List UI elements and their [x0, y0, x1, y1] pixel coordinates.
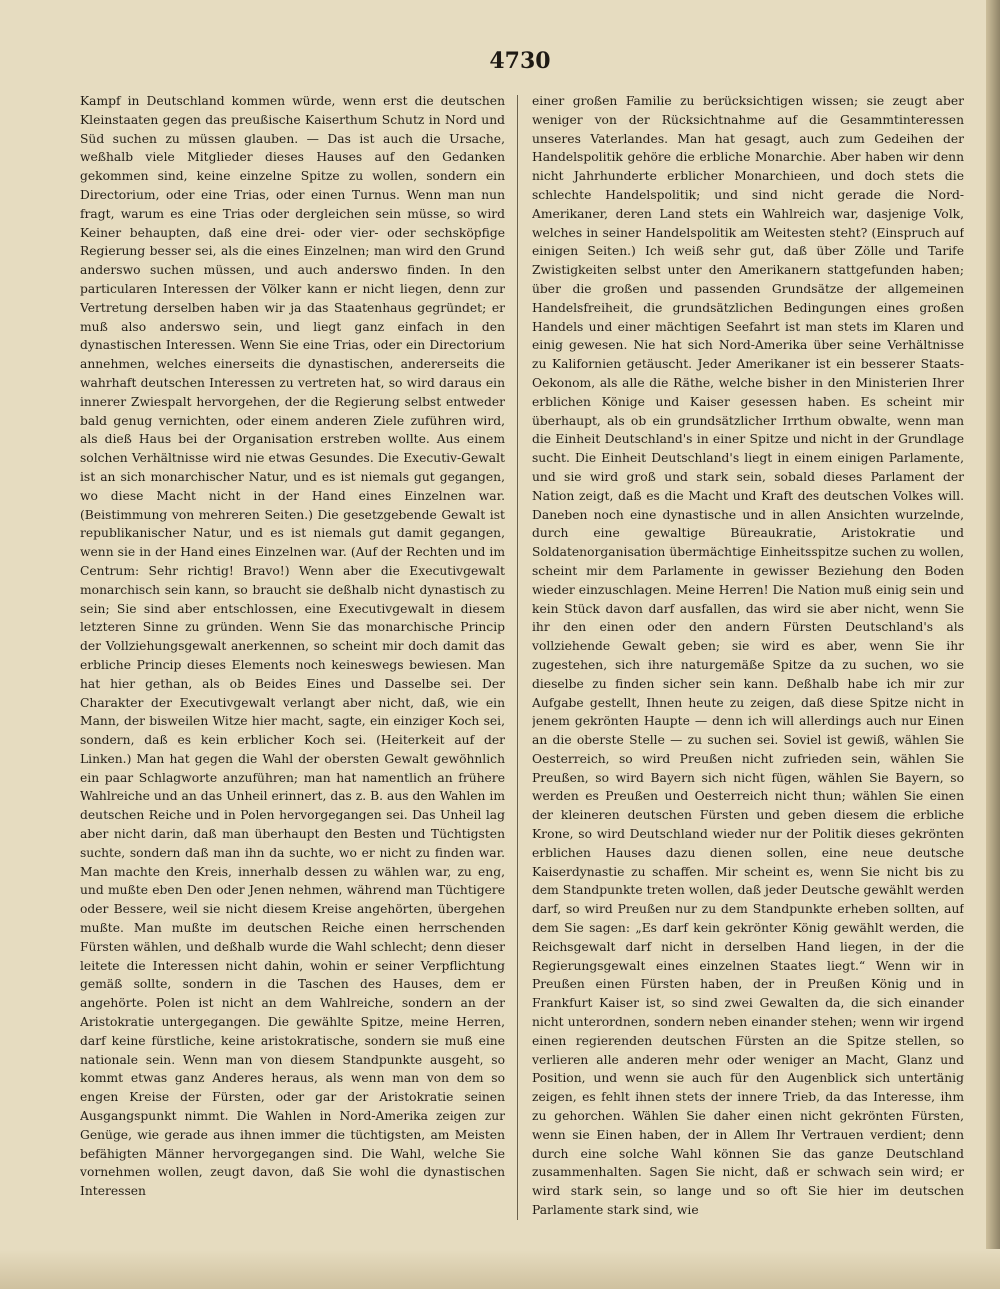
text-column-right [532, 92, 964, 1222]
text-column-left [80, 92, 505, 1222]
column-left-text: Kampf in Deutschland kommen würde, wenn erst die deutschen Kleinstaaten gegen das preußische Kaiserthum Schutz in Nord und Süd suchen zu müssen glauben. — Das ist auch die Ursache, weßhalb viele Mitglieder dieses Hauses auf den Gedanken gekommen sind, keine einzelne Spitze zu wollen, sondern ein Directorium, oder eine Trias, oder einen Turnus. Wenn man nun fragt, warum es eine Trias oder dergleichen sein müsse, so wird Keiner behaupten, daß eine drei- oder vier- oder sechsköpfige Regierung besser sei, als die eines Einzelnen; man wird den Grund anderswo suchen müssen, und auch anderswo finden. In den particularen Interessen der Völker kann er nicht liegen, denn zur Vertretung derselben haben wir ja das Staatenhaus gegründet; er muß also anderswo sein, und liegt ganz einfach in den dynastischen Interessen. Wenn Sie eine Trias, oder ein Directorium annehmen, welches einerseits die dynastischen, andererseits die wahrhaft deutschen Interessen zu vertreten hat, so wird daraus ein innerer Zwiespalt hervorgehen, der die Regierung selbst entweder bald genug vernichten, oder einem anderen Ziele zuführen wird, als dieß Haus bei der Organisation erstreben wollte. Aus einem solchen Verhältnisse wird nie etwas Gesundes. Die Executiv-Gewalt ist an sich monarchischer Natur, und es ist niemals gut gegangen, wo diese Macht nicht in der Hand eines Einzelnen war. (Beistimmung von mehreren Seiten.) Die gesetzgebende Gewalt ist republikanischer Natur, und es ist niemals gut damit gegangen, wenn sie in der Hand eines Einzelnen war. (Auf der Rechten und im Centrum: Sehr richtig! Bravo!) Wenn aber die Executivgewalt monarchisch sein kann, so braucht sie deßhalb nicht dynastisch zu sein; Sie sind aber entschlossen, eine Executivgewalt in diesem letzteren Sinne zu gründen. Wenn Sie das monarchische Princip der Vollziehungsgewalt anerkennen, so scheint mir doch damit das erbliche Princip dieses Elements noch keineswegs bewiesen. Man hat hier gethan, als ob Beides Eines und Dasselbe sei. Der Charakter der Executivgewalt verlangt aber nicht, daß, wie ein Mann, der bisweilen Witze hier macht, sagte, ein einziger Koch sei, sondern, daß es kein erblicher Koch sei. (Heiterkeit auf der Linken.) Man hat gegen die Wahl der obersten Gewalt gewöhnlich ein paar Schlagworte anzuführen; man hat namentlich an frühere Wahlreiche und an das Unheil erinnert, das z. B. aus den Wahlen im deutschen Reiche und in Polen hervorgegangen sei. Das Unheil lag aber nicht darin, daß man überhaupt den Besten und Tüchtigsten suchte, sondern daß man ihn da suchte, wo er nicht zu finden war. Man machte den Kreis, innerhalb dessen zu wählen war, zu eng, und mußte eben Den oder Jenen nehmen, während man Tüchtigere oder Bessere, weil sie nicht diesem Kreise angehörten, übergehen mußte. Man mußte im deutschen Reiche einen herrschenden Fürsten wählen, und deßhalb wurde die Wahl schlecht; denn dieser leitete die Interessen nicht dahin, wohin er seiner Verpflichtung gemäß sollte, sondern in die Taschen des Hauses, dem er angehörte. Polen ist nicht an dem Wahlreiche, sondern an der Aristokratie untergegangen. Die gewählte Spitze, meine Herren, darf keine fürstliche, keine aristokratische, sondern sie muß eine nationale sein. Wenn man von diesem Standpunkte ausgeht, so kommt etwas ganz Anderes heraus, als wenn man von dem so engen Kreise der Fürsten, oder gar der Aristokratie seinen Ausgangspunkt nimmt. Die Wahlen in Nord-Amerika zeigen zur Genüge, wie gerade aus ihnen immer die tüchtigsten, am Meisten befähigten Männer hervorgegangen sind. Die Wahl, welche Sie vornehmen wollen, zeugt davon, daß Sie wohl die dynastischen Interessen [80, 94, 505, 1199]
page-number: 4730 [489, 48, 551, 74]
column-divider [517, 95, 518, 1220]
column-right-text: einer großen Familie zu berücksichtigen wissen; sie zeugt aber weniger von der Rücksichtnahme auf die Gesammtinteressen unseres Vaterlandes. Man hat gesagt, auch zum Gedeihen der Handelspolitik gehöre die erbliche Monarchie. Aber haben wir denn nicht Jahrhunderte erblicher Monarchieen, und doch stets die schlechte Handelspolitik; und sind nicht gerade die Nord-Amerikaner, deren Land stets ein Wahlreich war, dasjenige Volk, welches in seiner Handelspolitik am Weitesten steht? (Einspruch auf einigen Seiten.) Ich weiß sehr gut, daß über Zölle und Tarife Zwistigkeiten selbst unter den Amerikanern stattgefunden haben; über die großen und passenden Grundsätze der allgemeinen Handelsfreiheit, die grundsätzlichen Bedingungen eines großen Handels und einer mächtigen Seefahrt ist man stets im Klaren und einig gewesen. Nie hat sich Nord-Amerika über seine Verhältnisse zu Kalifornien getäuscht. Jeder Amerikaner ist ein besserer Staats-Oekonom, als alle die Räthe, welche bisher in den Ministerien Ihrer erblichen Könige und Kaiser gesessen haben. Es scheint mir überhaupt, als ob ein grundsätzlicher Irrthum obwalte, wenn man die Einheit Deutschland's in einer Spitze und nicht in der Grundlage sucht. Die Einheit Deutschland's liegt in einem einigen Parlamente, und sie wird groß und stark sein, sobald dieses Parlament der Nation zeigt, daß es die Macht und Kraft des deutschen Volkes will. Daneben noch eine dynastische und in allen Ansichten wurzelnde, durch eine gewaltige Büreaukratie, Aristokratie und Soldatenorganisation übermächtige Einheitsspitze suchen zu wollen, scheint mir dem Parlamente in gewisser Beziehung den Boden wieder einzuschlagen. Meine Herren! Die Nation muß einig sein und kein Stück davon darf ausfallen, das wird sie aber nicht, wenn Sie ihr den einen oder den andern Fürsten Deutschland's als vollziehende Gewalt geben; sie wird es aber, wenn Sie ihr zugestehen, sich ihre naturgemäße Spitze da zu suchen, wo sie dieselbe zu finden sicher sein kann. Deßhalb habe ich mir zur Aufgabe gestellt, Ihnen heute zu zeigen, daß diese Spitze nicht in jenem gekrönten Haupte — denn ich will allerdings auch nur Einen an die oberste Stelle — zu suchen sei. Soviel ist gewiß, wählen Sie Oesterreich, so wird Preußen nicht zufrieden sein, wählen Sie Preußen, so wird Bayern sich nicht fügen, wählen Sie Bayern, so werden es Preußen und Oesterreich nicht thun; wählen Sie einen der kleineren deutschen Fürsten und geben diesem die erbliche Krone, so wird Deutschland wieder nur der Politik dieses gekrönten erblichen Hauses dazu dienen sollen, eine neue deutsche Kaiserdynastie zu schaffen. Mir scheint es, wenn Sie nicht bis zu dem Standpunkte treten wollen, daß jeder Deutsche gewählt werden darf, so wird Preußen nur zu dem Standpunkte erheben sollten, auf dem Sie sagen: „Es darf kein gekrönter König gewählt werden, die Reichsgewalt darf nicht in derselben Hand liegen, in der die Regierungsgewalt eines einzelnen Staates liegt.“ Wenn wir in Preußen einen Fürsten haben, der in Preußen König und in Frankfurt Kaiser ist, so sind zwei Gewalten da, die sich einander nicht unterordnen, sondern neben einander stehen; wenn wir irgend einen regierenden deutschen Fürsten an die Spitze stellen, so verlieren alle anderen mehr oder weniger an Macht, Glanz und Position, und wenn sie auch für den Augenblick sich untertänig zeigen, es fehlt ihnen stets der innere Trieb, da das Interesse, ihm zu gehorchen. Wählen Sie daher einen nicht gekrönten Fürsten, wenn sie Einen haben, der in Allem Ihr Vertrauen verdient; denn durch eine solche Wahl können Sie das ganze Deutschland zusammenhalten. Sagen Sie nicht, daß er schwach sein wird; er wird stark sein, so lange und so oft Sie hier im deutschen Parlamente stark sind, wie [532, 94, 964, 1218]
page-bottom-shadow [0, 1249, 1000, 1289]
page-edge-shadow [986, 0, 1000, 1289]
